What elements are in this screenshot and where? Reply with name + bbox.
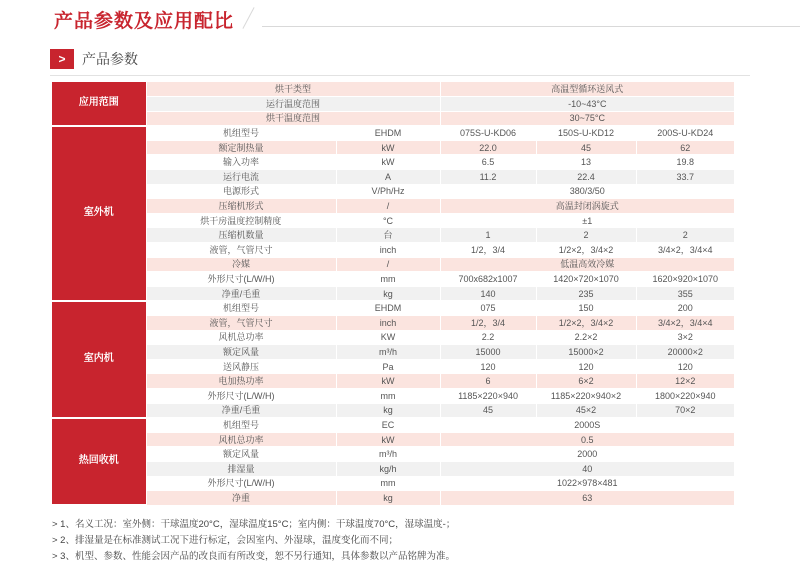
param-value-span: 40 <box>440 461 734 476</box>
param-label: 冷媒 <box>146 257 336 272</box>
param-value: 3/4×2，3/4×4 <box>636 316 734 331</box>
table-row <box>52 126 734 141</box>
param-label: 净重/毛重 <box>146 403 336 418</box>
param-value: 13 <box>536 155 636 170</box>
param-value: 120 <box>636 359 734 374</box>
param-value: 120 <box>440 359 536 374</box>
category-cell: 室内机 <box>52 301 146 418</box>
param-value: 1/2×2，3/4×2 <box>536 316 636 331</box>
param-value: 1420×720×1070 <box>536 272 636 287</box>
table-row <box>52 170 734 185</box>
param-value: 075S-U-KD06 <box>440 126 536 141</box>
param-label: 外形尺寸(L/W/H) <box>146 476 336 491</box>
param-unit: 台 <box>336 228 440 243</box>
param-value: 33.7 <box>636 170 734 185</box>
param-value-span: 高温封闭涡旋式 <box>440 199 734 214</box>
param-label: 烘干温度范围 <box>146 111 440 126</box>
param-unit: KW <box>336 330 440 345</box>
param-label: 电源形式 <box>146 184 336 199</box>
spec-table <box>52 82 734 506</box>
table-row <box>52 461 734 476</box>
param-value: 45 <box>440 403 536 418</box>
param-value: 150 <box>536 301 636 316</box>
table-row <box>52 243 734 258</box>
param-value: 3×2 <box>636 330 734 345</box>
param-value-span: 380/3/50 <box>440 184 734 199</box>
param-label: 净重 <box>146 491 336 506</box>
param-value: 2.2×2 <box>536 330 636 345</box>
param-value: 3/4×2，3/4×4 <box>636 243 734 258</box>
title-divider-slash <box>242 7 254 29</box>
param-label: 风机总功率 <box>146 330 336 345</box>
param-unit: inch <box>336 243 440 258</box>
table-row <box>52 476 734 491</box>
param-unit: / <box>336 199 440 214</box>
table-row <box>52 213 734 228</box>
table-row <box>52 301 734 316</box>
param-value-span: 30~75°C <box>440 111 734 126</box>
param-value: 2.2 <box>440 330 536 345</box>
table-row <box>52 111 734 126</box>
param-unit: / <box>336 257 440 272</box>
table-row <box>52 418 734 433</box>
param-unit: kW <box>336 432 440 447</box>
param-label: 外形尺寸(L/W/H) <box>146 272 336 287</box>
param-unit: EHDM <box>336 301 440 316</box>
param-value: 11.2 <box>440 170 536 185</box>
table-row <box>52 374 734 389</box>
param-label: 压缩机形式 <box>146 199 336 214</box>
param-value: 12×2 <box>636 374 734 389</box>
note-1: > 1、名义工况：室外侧：干球温度20°C，湿球温度15°C；室内侧：干球温度70°C，湿球温度-； <box>52 519 456 530</box>
table-row <box>52 97 734 112</box>
param-label: 电加热功率 <box>146 374 336 389</box>
title-divider-line <box>262 26 800 27</box>
spec-table-body <box>52 82 734 505</box>
param-value: 1800×220×940 <box>636 388 734 403</box>
table-row <box>52 359 734 374</box>
param-label: 额定风量 <box>146 345 336 360</box>
note-3: > 3、机型、参数、性能会因产品的改良而有所改变，恕不另行通知，具体参数以产品铭牌为准。 <box>52 551 455 562</box>
param-value: 6×2 <box>536 374 636 389</box>
param-label: 净重/毛重 <box>146 286 336 301</box>
table-row <box>52 199 734 214</box>
param-unit: kg <box>336 491 440 506</box>
category-cell: 热回收机 <box>52 418 146 506</box>
category-cell: 应用范围 <box>52 82 146 126</box>
param-label: 机组型号 <box>146 418 336 433</box>
param-value: 1/2×2，3/4×2 <box>536 243 636 258</box>
table-row <box>52 286 734 301</box>
param-label: 液管，气管尺寸 <box>146 316 336 331</box>
param-label: 压缩机数量 <box>146 228 336 243</box>
param-unit: V/Ph/Hz <box>336 184 440 199</box>
param-value-span: -10~43°C <box>440 97 734 112</box>
param-value-span: 2000S <box>440 418 734 433</box>
table-row <box>52 432 734 447</box>
table-row <box>52 403 734 418</box>
param-value-span: 0.5 <box>440 432 734 447</box>
table-row <box>52 140 734 155</box>
param-value: 22.4 <box>536 170 636 185</box>
param-value: 700x682x1007 <box>440 272 536 287</box>
param-unit: °C <box>336 213 440 228</box>
param-label: 送风静压 <box>146 359 336 374</box>
table-row <box>52 155 734 170</box>
param-value: 1/2，3/4 <box>440 316 536 331</box>
category-cell: 室外机 <box>52 126 146 301</box>
param-label: 机组型号 <box>146 126 336 141</box>
table-row <box>52 491 734 506</box>
table-row <box>52 228 734 243</box>
param-value-span: 低温高效冷媒 <box>440 257 734 272</box>
param-value: 20000×2 <box>636 345 734 360</box>
param-value: 6.5 <box>440 155 536 170</box>
param-label: 烘干类型 <box>146 82 440 97</box>
param-label: 排湿量 <box>146 461 336 476</box>
param-value: 200S-U-KD24 <box>636 126 734 141</box>
param-value: 150S-U-KD12 <box>536 126 636 141</box>
table-row <box>52 345 734 360</box>
param-unit: mm <box>336 272 440 287</box>
param-label: 风机总功率 <box>146 432 336 447</box>
table-row <box>52 447 734 462</box>
param-value: 235 <box>536 286 636 301</box>
table-row <box>52 330 734 345</box>
param-unit: m³/h <box>336 345 440 360</box>
param-value-span: 63 <box>440 491 734 506</box>
param-unit: A <box>336 170 440 185</box>
param-value: 120 <box>536 359 636 374</box>
note-2: > 2、排湿量是在标准测试工况下进行标定，会因室内、外湿球，温度变化而不同； <box>52 535 398 546</box>
param-unit: m³/h <box>336 447 440 462</box>
param-value: 22.0 <box>440 140 536 155</box>
param-value: 45×2 <box>536 403 636 418</box>
param-label: 运行电流 <box>146 170 336 185</box>
table-row <box>52 316 734 331</box>
param-value: 6 <box>440 374 536 389</box>
table-row <box>52 184 734 199</box>
param-label: 输入功率 <box>146 155 336 170</box>
param-value: 1185×220×940 <box>440 388 536 403</box>
section-divider <box>50 75 750 76</box>
chevron-right-icon: > <box>50 49 74 69</box>
param-value-span: ±1 <box>440 213 734 228</box>
page-title: 产品参数及应用配比 <box>54 11 235 32</box>
param-unit: kg <box>336 286 440 301</box>
notes <box>52 517 455 565</box>
param-unit: kg <box>336 403 440 418</box>
param-value: 15000 <box>440 345 536 360</box>
param-unit: kW <box>336 140 440 155</box>
param-value: 15000×2 <box>536 345 636 360</box>
param-label: 机组型号 <box>146 301 336 316</box>
table-row <box>52 272 734 287</box>
section-header <box>50 48 138 70</box>
param-value-span: 2000 <box>440 447 734 462</box>
param-value: 1620×920×1070 <box>636 272 734 287</box>
param-value: 355 <box>636 286 734 301</box>
table-row <box>52 257 734 272</box>
param-value: 075 <box>440 301 536 316</box>
param-label: 运行温度范围 <box>146 97 440 112</box>
param-label: 烘干房温度控制精度 <box>146 213 336 228</box>
param-label: 额定制热量 <box>146 140 336 155</box>
param-value: 70×2 <box>636 403 734 418</box>
param-unit: kW <box>336 155 440 170</box>
param-unit: mm <box>336 388 440 403</box>
param-value: 2 <box>536 228 636 243</box>
param-value: 62 <box>636 140 734 155</box>
param-value: 1 <box>440 228 536 243</box>
param-value-span: 高温型循环送风式 <box>440 82 734 97</box>
param-unit: mm <box>336 476 440 491</box>
param-value: 2 <box>636 228 734 243</box>
param-value: 1185×220×940×2 <box>536 388 636 403</box>
param-value-span: 1022×978×481 <box>440 476 734 491</box>
param-value: 140 <box>440 286 536 301</box>
param-value: 45 <box>536 140 636 155</box>
param-unit: EHDM <box>336 126 440 141</box>
section-title: 产品参数 <box>82 51 138 67</box>
param-unit: inch <box>336 316 440 331</box>
param-unit: kg/h <box>336 461 440 476</box>
param-unit: Pa <box>336 359 440 374</box>
param-label: 液管，气管尺寸 <box>146 243 336 258</box>
param-value: 200 <box>636 301 734 316</box>
param-label: 外形尺寸(L/W/H) <box>146 388 336 403</box>
param-unit: EC <box>336 418 440 433</box>
param-value: 19.8 <box>636 155 734 170</box>
table-row <box>52 388 734 403</box>
param-label: 额定风量 <box>146 447 336 462</box>
param-value: 1/2，3/4 <box>440 243 536 258</box>
param-unit: kW <box>336 374 440 389</box>
table-row <box>52 82 734 97</box>
